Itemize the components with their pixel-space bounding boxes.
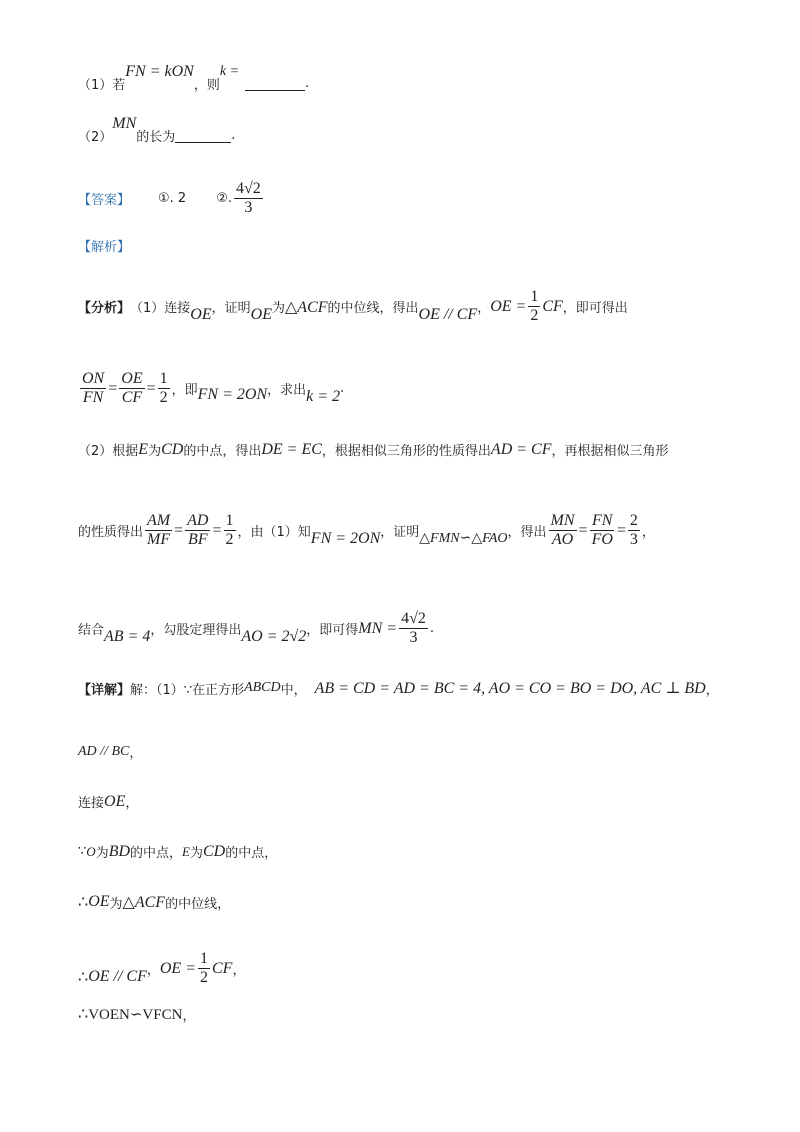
text: ，: [705, 682, 719, 698]
detail-line-5: [78, 892, 230, 912]
den: 2: [530, 307, 539, 324]
text: （2）根据: [78, 444, 139, 459]
math: CF: [212, 959, 233, 977]
math: CD: [203, 842, 226, 860]
answer-tag: 【答案】: [78, 193, 131, 208]
math: AO = 2√2: [241, 627, 307, 645]
den: FN: [82, 389, 104, 406]
math: E: [138, 440, 149, 458]
text: 为: [189, 846, 203, 861]
fraction: [528, 288, 540, 325]
analysis-line-5: [78, 610, 434, 647]
fraction: [185, 512, 210, 549]
text: ，勾股定理得出: [150, 623, 242, 638]
math: FN = 2ON: [197, 385, 268, 403]
answer-2-num: 4√2: [236, 180, 261, 197]
math: =: [146, 379, 156, 397]
fraction: [158, 370, 170, 407]
text: ，证明: [380, 525, 420, 540]
num: 1: [200, 950, 208, 967]
text: ，即: [171, 383, 198, 398]
math: OE =: [490, 297, 527, 315]
math: OE: [104, 792, 126, 810]
num: 1: [225, 512, 234, 529]
text: ，: [146, 963, 160, 978]
analysis-tag: 【分析】: [78, 301, 131, 316]
text: 为: [271, 301, 285, 316]
q1-var: k =: [219, 63, 240, 79]
text: ，由（1）知: [237, 525, 311, 540]
den: 2: [225, 531, 234, 548]
math: =: [616, 521, 626, 539]
math: ∴: [78, 1006, 89, 1023]
den: 3: [629, 531, 638, 548]
math: CF: [542, 297, 563, 315]
num: ON: [82, 370, 105, 387]
fraction: [628, 512, 640, 549]
math: △ACF: [122, 894, 166, 911]
detail-tag: 【详解】: [78, 682, 131, 698]
text: ，: [477, 301, 491, 316]
text: ∵: [78, 844, 87, 859]
fraction: [119, 370, 144, 407]
text: ，得出: [507, 525, 547, 540]
math: ABCD: [244, 680, 281, 695]
num: FN: [592, 512, 613, 529]
math: k = 2: [306, 387, 341, 405]
text: ，: [125, 796, 139, 811]
fraction: [399, 610, 428, 647]
den: 2: [159, 389, 168, 406]
num: 2: [629, 512, 638, 529]
den: 3: [409, 629, 418, 646]
text: 的中点，: [225, 846, 278, 861]
math: OE // CF: [88, 967, 147, 985]
answer-line: [78, 180, 265, 217]
detail-line-1: [78, 678, 719, 698]
fraction: [80, 370, 106, 407]
q2-label: （2）: [78, 130, 113, 145]
question-2: [78, 114, 236, 145]
fraction: [590, 512, 615, 549]
den: CF: [121, 389, 143, 406]
jiexi-line: [78, 236, 130, 255]
analysis-line-3: [78, 440, 669, 459]
text: 的中位线，得出: [327, 301, 419, 316]
num: AD: [187, 512, 209, 529]
fraction: [145, 512, 172, 549]
num: 1: [159, 370, 168, 387]
den: MF: [147, 531, 171, 548]
text: 的中点，: [130, 846, 183, 861]
question-1: [78, 62, 310, 93]
fraction: [224, 512, 236, 549]
text: ，: [182, 1008, 196, 1024]
math: CD: [161, 440, 184, 458]
text: .: [429, 621, 435, 636]
math: OE: [250, 305, 272, 323]
text: 的性质得出: [78, 525, 144, 540]
math: =: [212, 521, 222, 539]
detail-line-2: [78, 742, 142, 761]
math: MN =: [358, 619, 398, 637]
text: ，: [641, 525, 655, 540]
text: 中，: [280, 682, 307, 698]
detail-line-7: [78, 1004, 195, 1024]
text: ，即可得: [306, 623, 359, 638]
q2-var: MN: [112, 114, 137, 132]
answer-2-fraction: [234, 180, 263, 217]
q2-text: 的长为: [136, 130, 176, 145]
q1-equation: FN = kON: [125, 62, 194, 80]
text: 结合: [78, 623, 105, 638]
math: OE: [190, 305, 212, 323]
answer-1: ①. 2: [158, 191, 187, 206]
q2-blank: [175, 128, 231, 143]
text: 的中位线，: [165, 896, 231, 912]
den: 2: [200, 969, 208, 986]
text: ，证明: [211, 301, 251, 316]
num: OE: [121, 370, 143, 387]
fraction: [198, 950, 210, 987]
q2-end: .: [231, 128, 236, 143]
analysis-line-2: [78, 370, 344, 407]
text: 为: [148, 444, 162, 459]
fraction: [549, 512, 577, 549]
text: ，即可得出: [562, 301, 628, 316]
analysis-line-1: [78, 288, 628, 325]
math: =: [578, 521, 588, 539]
math: AB = CD = AD = BC = 4, AO = CO = BO = DO, AC ⊥ BD: [314, 680, 706, 697]
math: E: [182, 843, 190, 859]
q1-label: （1）若: [78, 78, 126, 93]
math: =: [174, 521, 184, 539]
text: ，再根据相似三角形: [551, 444, 669, 459]
text: 为: [109, 896, 123, 912]
den: BF: [188, 531, 208, 548]
math: DE = EC: [261, 440, 322, 458]
answer-2-den: 3: [244, 199, 253, 216]
q1-end: .: [305, 76, 310, 91]
q1-blank: [245, 76, 305, 91]
math: =: [108, 379, 118, 397]
jiexi-tag: 【解析】: [78, 240, 131, 255]
math: O: [86, 843, 96, 859]
text: 连接: [78, 796, 105, 811]
text: 为: [95, 846, 109, 861]
answer-2-prefix: ②.: [216, 191, 233, 206]
num: MN: [550, 512, 575, 529]
text: 解：（1）∵在正方形: [130, 682, 245, 698]
num: 1: [530, 288, 539, 305]
math: AD // BC: [78, 743, 130, 759]
num: AM: [147, 512, 171, 529]
text: ，: [232, 963, 246, 978]
text: ，: [129, 746, 143, 761]
text: .: [340, 381, 345, 396]
text: （1）连接: [130, 301, 191, 316]
math: ∴: [78, 894, 89, 911]
math: VOEN∽VFCN: [88, 1006, 183, 1023]
num: 4√2: [401, 610, 426, 627]
math: AD = CF: [490, 440, 552, 458]
math: △FMN∽△FAO: [419, 531, 508, 546]
q1-then: ，则: [193, 78, 220, 93]
math: △ACF: [284, 298, 328, 316]
math: OE // CF: [418, 305, 478, 323]
math: OE =: [159, 959, 196, 977]
analysis-line-4: [78, 512, 655, 549]
math: OE: [88, 893, 110, 910]
detail-line-6: [78, 950, 245, 987]
text: ，根据相似三角形的性质得出: [321, 444, 491, 459]
text: 的中点，得出: [183, 444, 262, 459]
den: AO: [551, 531, 574, 548]
detail-line-4: [78, 842, 277, 861]
math: BD: [108, 842, 131, 860]
math: ∴: [78, 968, 89, 986]
math: AB = 4: [104, 627, 151, 645]
detail-line-3: [78, 792, 138, 811]
text: ，求出: [267, 383, 307, 398]
math: FN = 2ON: [310, 529, 381, 547]
den: FO: [591, 531, 613, 548]
